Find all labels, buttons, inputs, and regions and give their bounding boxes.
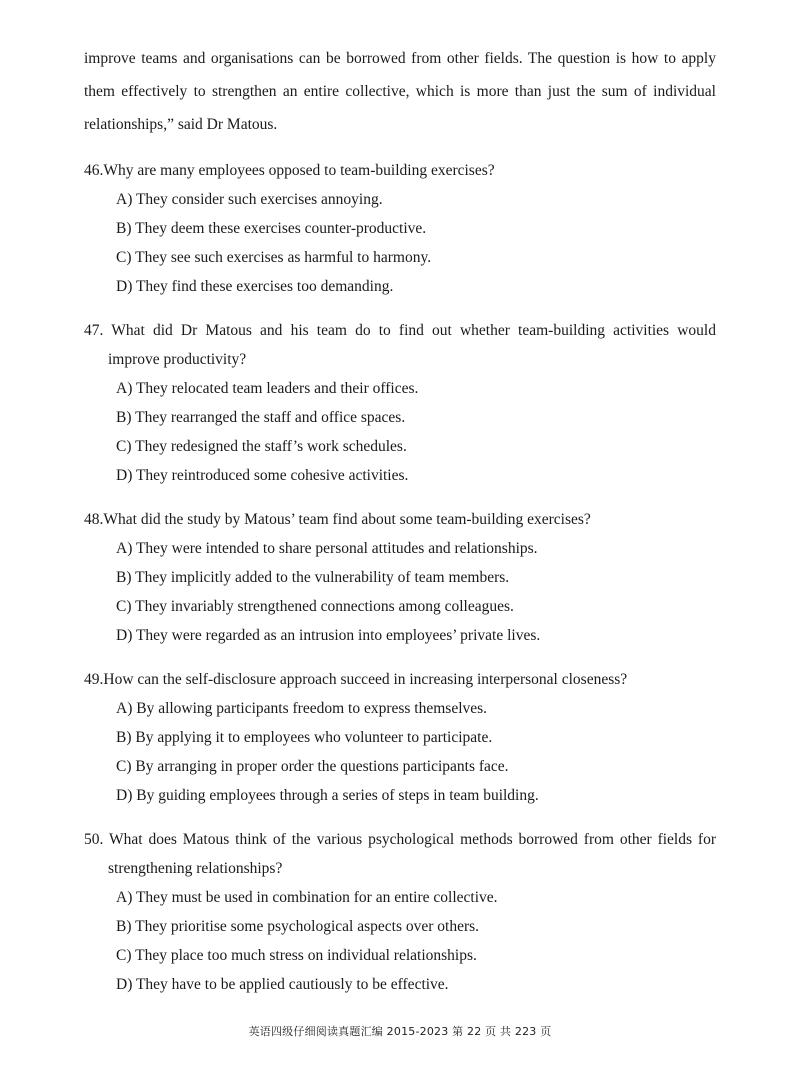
question-stem	[84, 825, 716, 883]
question-text: What does Matous think of the various psychological methods borrowed from other fields for	[109, 831, 716, 848]
question-text: How can the self-disclosure approach succeed in increasing interpersonal closeness?	[103, 671, 628, 688]
option-a[interactable]: A) By allowing participants freedom to express themselves.	[116, 700, 488, 717]
question-stem	[84, 156, 716, 185]
question-50	[84, 825, 716, 999]
passage-line: relationships,” said Dr Matous.	[84, 116, 278, 133]
option-d[interactable]: D) They reintroduced some cohesive activities.	[116, 467, 409, 484]
option-c[interactable]: C) By arranging in proper order the questions participants face.	[116, 758, 509, 775]
option-c[interactable]: C) They redesigned the staff’s work schedules.	[116, 438, 407, 455]
question-stem	[84, 665, 716, 694]
option-b[interactable]: B) By applying it to employees who volunteer to participate.	[116, 729, 493, 746]
option-c[interactable]: C) They place too much stress on individual relationships.	[116, 947, 477, 964]
question-text-line1	[84, 825, 716, 854]
option-list	[84, 534, 716, 650]
passage-line: improve teams and organisations can be borrowed from other fields. The question is how to apply	[84, 50, 716, 67]
question-number: 46.	[84, 162, 104, 179]
option-c[interactable]: C) They see such exercises as harmful to harmony.	[116, 249, 432, 266]
question-49	[84, 665, 716, 810]
question-number: 47.	[84, 322, 104, 339]
option-c[interactable]: C) They invariably strengthened connections among colleagues.	[116, 598, 514, 615]
question-47	[84, 316, 716, 490]
option-list	[84, 374, 716, 490]
document-page	[84, 42, 716, 999]
question-text: What did Dr Matous and his team do to find out whether team-building activities would	[111, 322, 716, 339]
question-46	[84, 156, 716, 301]
question-text-line1	[84, 316, 716, 345]
option-list	[84, 694, 716, 810]
question-text-line2: improve productivity?	[108, 351, 247, 368]
option-d[interactable]: D) They find these exercises too demanding.	[116, 278, 394, 295]
question-text: Why are many employees opposed to team-building exercises?	[103, 162, 495, 179]
option-b[interactable]: B) They deem these exercises counter-productive.	[116, 220, 427, 237]
question-stem	[84, 505, 716, 534]
question-number: 49.	[84, 671, 104, 688]
option-d[interactable]: D) They were regarded as an intrusion into employees’ private lives.	[116, 627, 541, 644]
option-b[interactable]: B) They rearranged the staff and office spaces.	[116, 409, 406, 426]
question-text: What did the study by Matous’ team find about some team-building exercises?	[103, 511, 591, 528]
option-a[interactable]: A) They must be used in combination for an entire collective.	[116, 889, 498, 906]
question-text-line2: strengthening relationships?	[108, 860, 283, 877]
question-number: 48.	[84, 511, 104, 528]
option-a[interactable]: A) They were intended to share personal attitudes and relationships.	[116, 540, 538, 557]
option-list	[84, 883, 716, 999]
passage-line: them effectively to strengthen an entire collective, which is more than just the sum of individual	[84, 83, 716, 100]
option-b[interactable]: B) They prioritise some psychological aspects over others.	[116, 918, 480, 935]
option-d[interactable]: D) By guiding employees through a series of steps in team building.	[116, 787, 539, 804]
option-b[interactable]: B) They implicitly added to the vulnerability of team members.	[116, 569, 510, 586]
option-a[interactable]: A) They consider such exercises annoying.	[116, 191, 383, 208]
option-a[interactable]: A) They relocated team leaders and their offices.	[116, 380, 419, 397]
option-d[interactable]: D) They have to be applied cautiously to be effective.	[116, 976, 449, 993]
question-number: 50.	[84, 831, 104, 848]
question-stem	[84, 316, 716, 374]
page-footer: 英语四级仔细阅读真题汇编 2015-2023 第 22 页 共 223 页	[248, 1025, 552, 1038]
option-list	[84, 185, 716, 301]
question-48	[84, 505, 716, 650]
passage-ending	[84, 42, 716, 141]
